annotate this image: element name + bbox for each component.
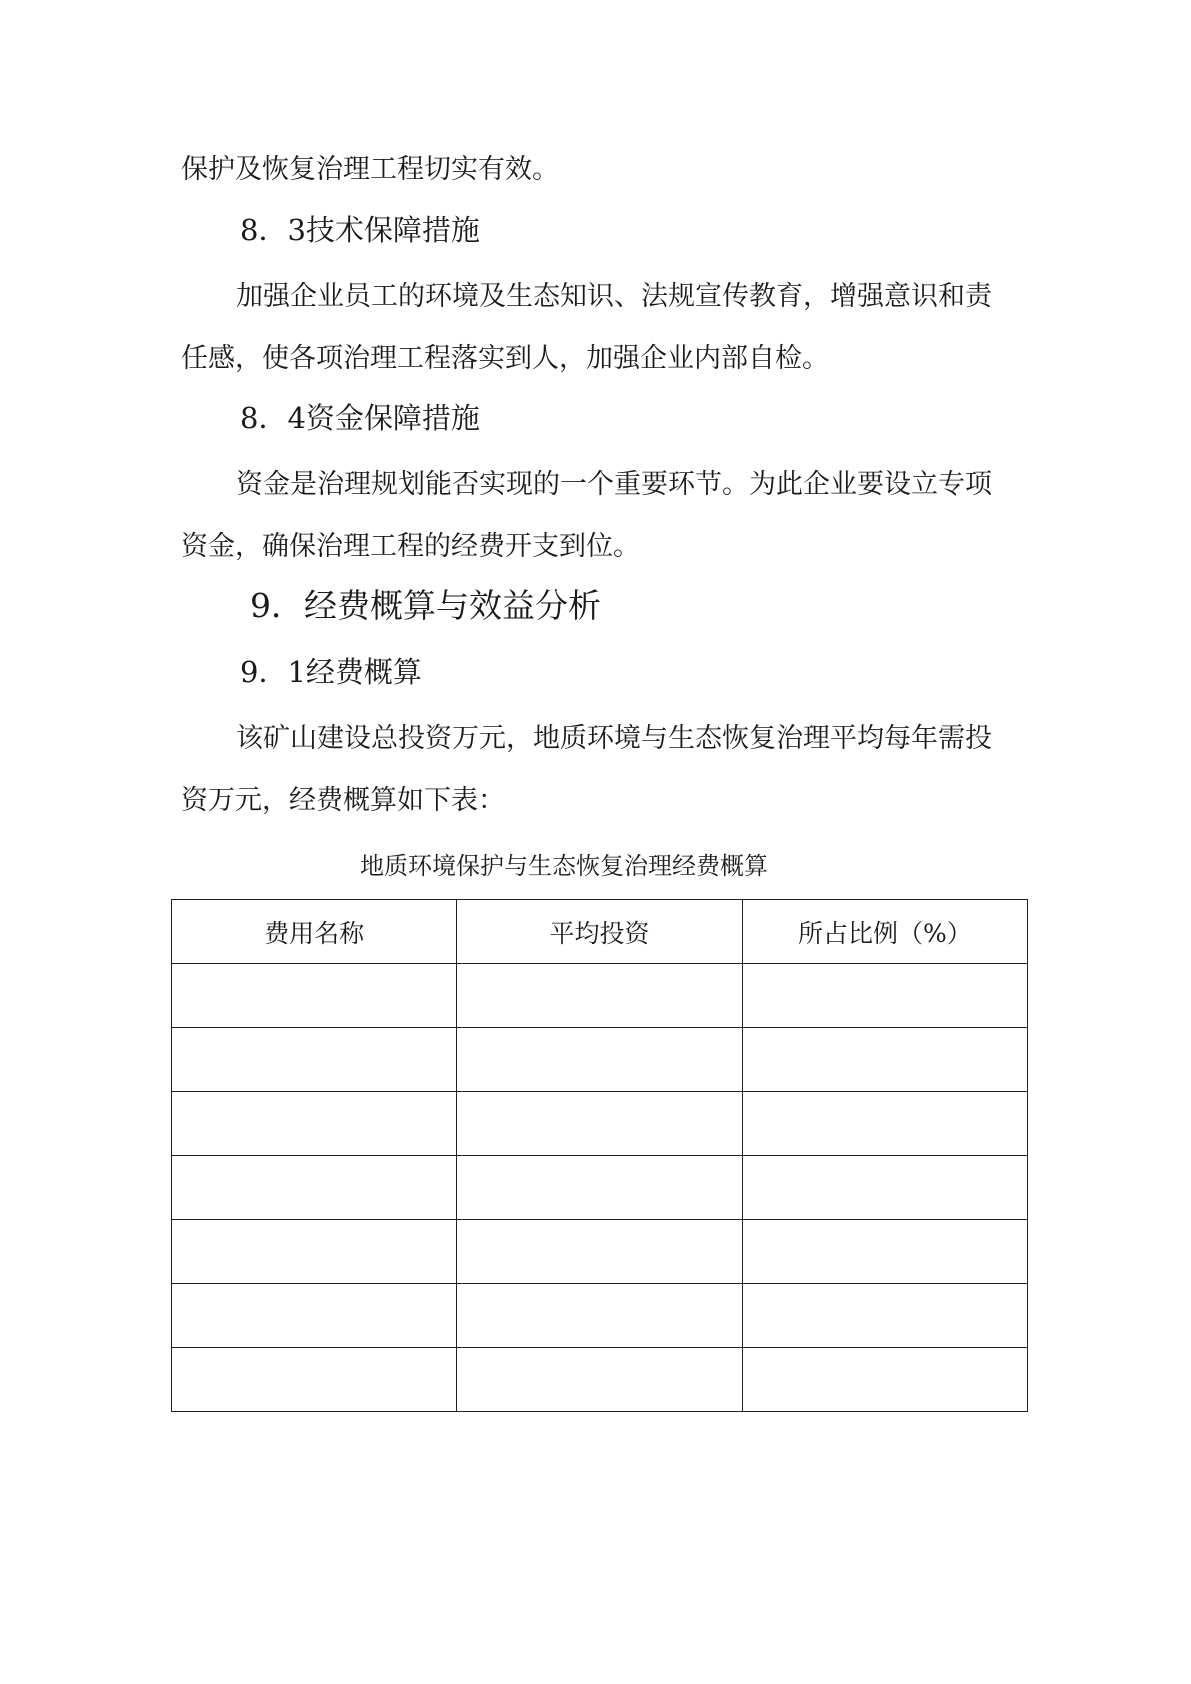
table-cell bbox=[457, 1284, 742, 1348]
table-header-row bbox=[172, 900, 1028, 964]
paragraph-8-3-line-1: 加强企业员工的环境及生态知识、法规宣传教育，增强意识和责 bbox=[236, 281, 992, 312]
chapter-heading-9: 9．经费概算与效益分析 bbox=[250, 586, 601, 625]
paragraph-continuation: 保护及恢复治理工程切实有效。 bbox=[181, 154, 559, 185]
table-row bbox=[172, 1220, 1028, 1284]
header-percentage: 所占比例（%） bbox=[742, 900, 1027, 964]
table-cell bbox=[742, 1220, 1027, 1284]
table-cell bbox=[172, 1284, 457, 1348]
table-cell bbox=[457, 1092, 742, 1156]
header-cost-name: 费用名称 bbox=[172, 900, 457, 964]
paragraph-9-1-line-2: 资万元，经费概算如下表： bbox=[181, 785, 505, 816]
table-cell bbox=[457, 1156, 742, 1220]
paragraph-8-4-line-2: 资金，确保治理工程的经费开支到位。 bbox=[181, 531, 640, 562]
table-cell bbox=[742, 1156, 1027, 1220]
table-row bbox=[172, 1156, 1028, 1220]
table-cell bbox=[742, 964, 1027, 1028]
table-cell bbox=[172, 1156, 457, 1220]
table-cell bbox=[742, 1284, 1027, 1348]
paragraph-8-4-line-1: 资金是治理规划能否实现的一个重要环节。为此企业要设立专项 bbox=[236, 469, 992, 500]
table-cell bbox=[457, 964, 742, 1028]
table-cell bbox=[172, 1092, 457, 1156]
section-heading-9-1: 9．1经费概算 bbox=[240, 655, 422, 689]
table-cell bbox=[742, 1348, 1027, 1412]
table-cell bbox=[172, 964, 457, 1028]
section-heading-8-4: 8．4资金保障措施 bbox=[240, 401, 480, 435]
section-heading-8-3: 8．3技术保障措施 bbox=[240, 213, 480, 247]
table-cell bbox=[742, 1092, 1027, 1156]
table-cell bbox=[457, 1348, 742, 1412]
table-cell bbox=[742, 1028, 1027, 1092]
table-cell bbox=[172, 1028, 457, 1092]
table-cell bbox=[172, 1348, 457, 1412]
table-row bbox=[172, 1284, 1028, 1348]
table-row bbox=[172, 1348, 1028, 1412]
table-cell bbox=[457, 1220, 742, 1284]
table-row bbox=[172, 1092, 1028, 1156]
table-cell bbox=[172, 1220, 457, 1284]
table-cell bbox=[457, 1028, 742, 1092]
table-row bbox=[172, 1028, 1028, 1092]
paragraph-9-1-line-1: 该矿山建设总投资万元，地质环境与生态恢复治理平均每年需投 bbox=[236, 723, 992, 754]
paragraph-8-3-line-2: 任感，使各项治理工程落实到人，加强企业内部自检。 bbox=[181, 343, 829, 374]
table-row bbox=[172, 964, 1028, 1028]
table-caption: 地质环境保护与生态恢复治理经费概算 bbox=[360, 852, 768, 880]
header-avg-investment: 平均投资 bbox=[457, 900, 742, 964]
budget-table bbox=[171, 899, 1028, 1412]
